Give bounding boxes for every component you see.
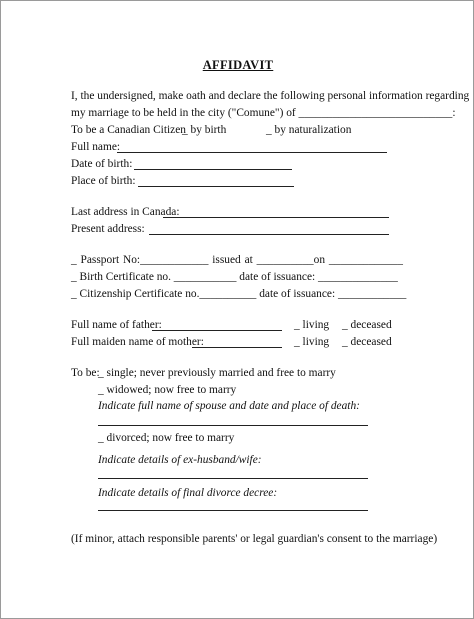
pob-field[interactable] <box>138 186 294 187</box>
full-name-field[interactable] <box>117 152 387 153</box>
to-be-label: To be: <box>71 367 100 379</box>
widowed-option[interactable]: _ widowed; now free to marry <box>98 384 237 396</box>
last-address-label: Last address in Canada: <box>71 206 180 218</box>
full-name-label: Full name: <box>71 141 121 153</box>
birth-certificate-line[interactable]: _ Birth Certificate no. ___________ date of issuance: ______________ <box>71 271 398 283</box>
present-address-label: Present address: <box>71 223 145 235</box>
last-address-field[interactable] <box>163 217 389 218</box>
widowed-note: Indicate full name of spouse and date and place of death: <box>98 400 360 412</box>
ex-spouse-note: Indicate details of ex-husband/wife: <box>98 454 262 466</box>
intro-line-1: I, the undersigned, make oath and declare the following personal information regarding <box>71 90 470 102</box>
pob-label: Place of birth: <box>71 175 136 187</box>
father-name-field[interactable] <box>152 330 282 331</box>
citizen-by-naturalization-option[interactable]: _ by naturalization <box>266 124 352 136</box>
dob-field[interactable] <box>134 169 292 170</box>
divorced-option[interactable]: _ divorced; now free to marry <box>98 432 235 444</box>
present-address-field[interactable] <box>149 234 389 235</box>
dob-label: Date of birth: <box>71 158 133 170</box>
single-option[interactable]: _ single; never previously married and free to marry <box>98 367 336 379</box>
ex-spouse-details-field[interactable] <box>98 478 368 479</box>
father-living-option[interactable]: _ living <box>294 319 330 331</box>
mother-label: Full maiden name of mother: <box>71 336 204 348</box>
widowed-details-field[interactable] <box>98 425 368 426</box>
mother-name-field[interactable] <box>192 347 282 348</box>
minor-consent-note: (If minor, attach responsible parents' or legal guardian's consent to the marriage) <box>71 533 438 545</box>
divorce-decree-note: Indicate details of final divorce decree: <box>98 487 278 499</box>
citizen-label: To be a Canadian Citizen <box>71 124 186 136</box>
father-label: Full name of father: <box>71 319 162 331</box>
father-deceased-option[interactable]: _ deceased <box>342 319 392 331</box>
divorce-decree-field[interactable] <box>98 510 368 511</box>
intro-line-2: my marriage to be held in the city ("Comune") of ___________________________: <box>71 107 456 119</box>
mother-living-option[interactable]: _ living <box>294 336 330 348</box>
mother-deceased-option[interactable]: _ deceased <box>342 336 392 348</box>
page-title: AFFIDAVIT <box>202 58 274 72</box>
passport-line[interactable]: _ Passport No:____________ issued at __________on _____________ <box>71 254 403 266</box>
citizen-by-birth-option[interactable]: _ by birth <box>182 124 227 136</box>
citizenship-certificate-line[interactable]: _ Citizenship Certificate no.__________ date of issuance: ____________ <box>71 288 407 300</box>
